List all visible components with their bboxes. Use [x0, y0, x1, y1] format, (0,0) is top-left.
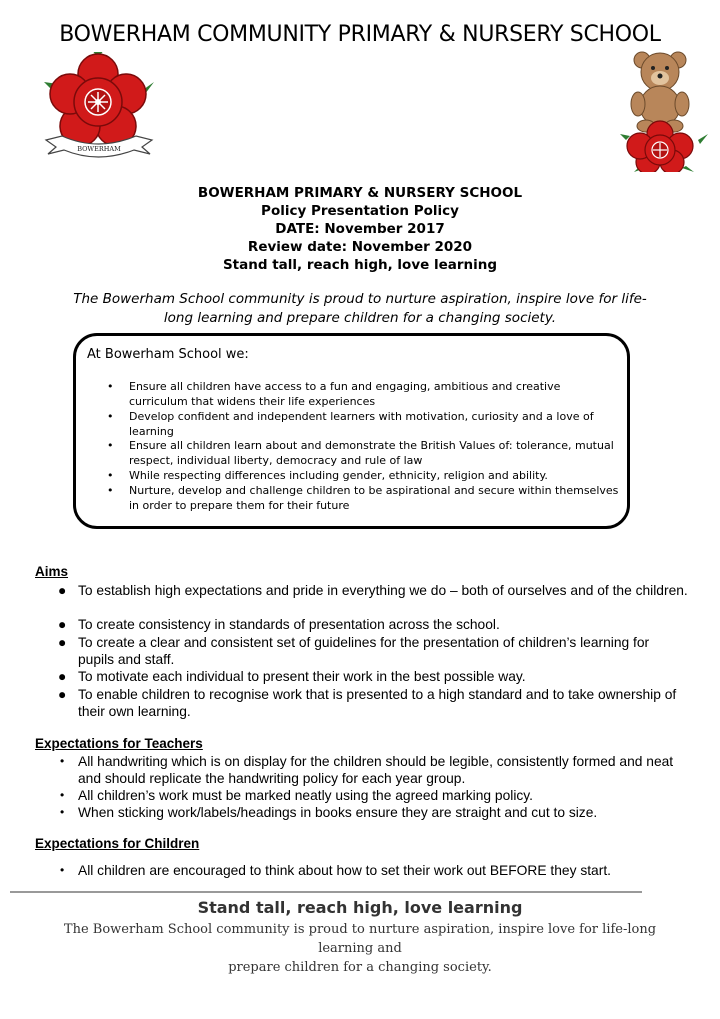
teachers-heading: Expectations for Teachers	[35, 736, 203, 751]
bullet-icon: •	[107, 410, 114, 423]
bullet-icon: ●	[58, 583, 67, 598]
bullet-icon: ●	[58, 669, 67, 684]
children-item: All children are encouraged to think about how to set their work out BEFORE they start.	[78, 863, 611, 878]
aims-item: To create consistency in standards of presentation across the school.	[78, 617, 500, 632]
values-intro: At Bowerham School we:	[87, 347, 249, 362]
footer-vision	[40, 920, 680, 977]
vision-statement-line2: long learning and prepare children for a changing society.	[163, 310, 557, 326]
values-item: Nurture, develop and challenge children to be aspirational and secure within themselves in order to prepare them for their future	[129, 484, 619, 512]
bullet-icon: ●	[58, 687, 67, 702]
values-item: While respecting differences including gender, ethnicity, religion and ability.	[129, 469, 548, 482]
bullet-icon: •	[60, 754, 65, 768]
footer-vision-line2: prepare children for a changing society.	[228, 960, 492, 975]
bullet-icon: •	[107, 439, 114, 452]
bullet-icon: •	[60, 805, 65, 819]
bullet-icon: •	[107, 484, 114, 497]
bullet-icon: •	[107, 469, 114, 482]
footer-divider	[10, 891, 642, 893]
teachers-item: When sticking work/labels/headings in books ensure they are straight and cut to size.	[78, 805, 598, 820]
aims-item: To establish high expectations and pride in everything we do – both of ourselves and of the children.	[78, 583, 688, 598]
values-item: Develop confident and independent learners with motivation, curiosity and a love of learning	[129, 410, 594, 438]
header-policy-name: Policy Presentation Policy	[261, 203, 459, 219]
school-rose-logo	[40, 52, 158, 160]
aims-item: To create a clear and consistent set of guidelines for the presentation of children’s learning for pupils and staff.	[78, 635, 650, 667]
teddy-bear	[631, 52, 689, 132]
bullet-icon: •	[60, 863, 65, 877]
logo-banner-text: BOWERHAM	[77, 145, 121, 153]
bear-eye-right	[665, 66, 669, 70]
values-item: Ensure all children have access to a fun and engaging, ambitious and creative curriculum that widens their life experiences	[129, 380, 561, 408]
values-item: Ensure all children learn about and demonstrate the British Values of: tolerance, mutual respect, individual liberty, democracy and rule of law	[129, 439, 614, 467]
school-title: BOWERHAM COMMUNITY PRIMARY & NURSERY SCHOOL	[59, 22, 661, 47]
teachers-item: All children’s work must be marked neatly using the agreed marking policy.	[78, 788, 534, 803]
header-date: DATE: November 2017	[275, 221, 445, 237]
bullet-icon: •	[60, 788, 65, 802]
aims-heading: Aims	[35, 564, 69, 579]
bear-eye-left	[651, 66, 655, 70]
aims-item: To motivate each individual to present their work in the best possible way.	[78, 669, 526, 684]
children-heading: Expectations for Children	[35, 836, 200, 851]
header-motto: Stand tall, reach high, love learning	[222, 257, 498, 273]
bear-nose	[658, 74, 663, 79]
footer-vision-line1: The Bowerham School community is proud to nurture aspiration, inspire love for life-long learning and	[63, 922, 657, 956]
teddy-bear-rose-logo	[620, 48, 710, 172]
bullet-icon: ●	[58, 617, 67, 632]
header-school-name: BOWERHAM PRIMARY & NURSERY SCHOOL	[197, 185, 523, 201]
bullet-icon: •	[107, 380, 114, 393]
header-review-date: Review date: November 2020	[247, 239, 473, 255]
footer-motto: Stand tall, reach high, love learning	[197, 898, 523, 917]
aims-item: To enable children to recognise work that is presented to a high standard and to take ownership of their own learning.	[78, 687, 677, 719]
rose-center-dot	[95, 99, 101, 105]
bullet-icon: ●	[58, 635, 67, 650]
vision-statement-line1: The Bowerham School community is proud to nurture aspiration, inspire love for life-	[73, 291, 647, 307]
teachers-item: All handwriting which is on display for the children should be legible, consistently formed and neat and should replicate the handwriting policy for each year group.	[78, 754, 674, 786]
